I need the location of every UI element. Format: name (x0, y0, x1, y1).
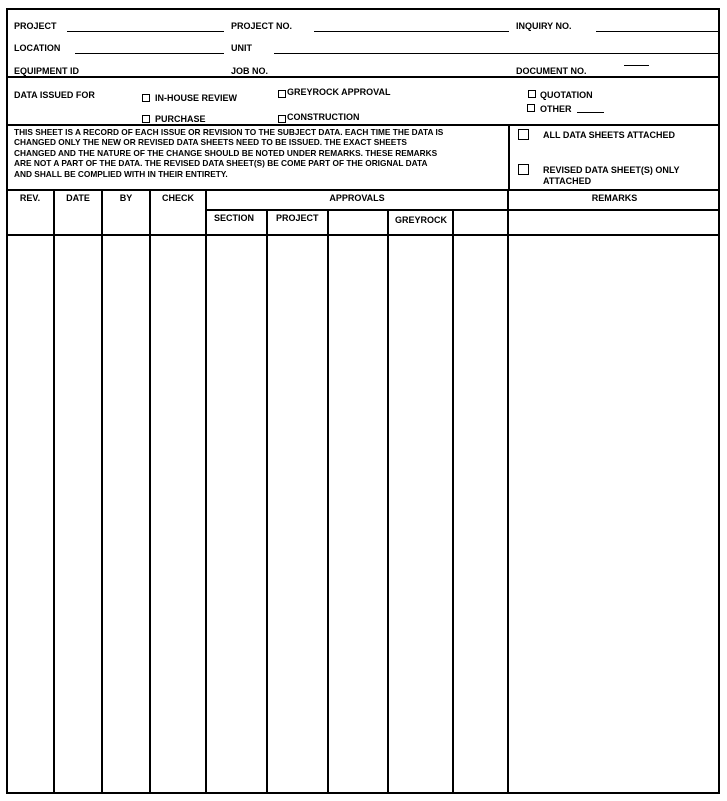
other-label: OTHER (540, 104, 572, 114)
rev-header: REV. (19, 193, 41, 203)
greyrock-approval-checkbox[interactable] (278, 90, 286, 98)
check-header: CHECK (161, 193, 194, 203)
greyrock-approval-label: GREYROCK APPROVAL (287, 87, 391, 97)
unit-field[interactable] (274, 53, 718, 54)
quotation-label: QUOTATION (540, 90, 593, 100)
job-no-label: JOB NO. (231, 66, 269, 76)
notice-line: THIS SHEET IS A RECORD OF EACH ISSUE OR REVISION TO THE SUBJECT DATA. EACH TIME THE DATA IS (14, 127, 444, 137)
divider (508, 125, 510, 191)
section-header: SECTION (214, 213, 255, 223)
location-label: LOCATION (14, 43, 61, 53)
project-header: PROJECT (276, 213, 319, 223)
purchase-checkbox[interactable] (142, 115, 150, 123)
data-issued-label: DATA ISSUED FOR (14, 90, 95, 100)
by-header: BY (119, 193, 133, 203)
project-label: PROJECT (14, 21, 57, 31)
revision-table-body[interactable] (8, 236, 718, 792)
greyrock-header: GREYROCK (395, 215, 448, 225)
project-no-label: PROJECT NO. (231, 21, 293, 31)
in-house-review-label: IN-HOUSE REVIEW (155, 93, 238, 103)
revised-only-label: ATTACHED (543, 176, 592, 186)
unit-label: UNIT (231, 43, 252, 53)
date-header: DATE (66, 193, 90, 203)
notice-line: CHANGED ONLY THE NEW OR REVISED DATA SHEETS NEED TO BE ISSUED. THE EXACT SHEETS (14, 137, 407, 148)
inquiry-no-field[interactable] (596, 31, 718, 32)
document-no-label: DOCUMENT NO. (516, 66, 587, 76)
other-field[interactable] (577, 112, 604, 113)
revised-only-label: REVISED DATA SHEET(S) ONLY (543, 165, 680, 175)
inquiry-no-label: INQUIRY NO. (516, 21, 572, 31)
approvals-header: APPROVALS (329, 193, 385, 203)
remarks-header: REMARKS (591, 193, 638, 203)
equipment-id-label: EQUIPMENT ID (14, 66, 80, 76)
notice-line: AND SHALL BE COMPLIED WITH IN THEIR ENTIRETY. (14, 168, 228, 179)
purchase-label: PURCHASE (155, 114, 206, 124)
notice-text (14, 127, 443, 179)
project-no-field[interactable] (314, 31, 509, 32)
project-field[interactable] (67, 31, 224, 32)
document-no-field[interactable] (624, 65, 649, 66)
quotation-checkbox[interactable] (528, 90, 536, 98)
revised-only-checkbox[interactable] (518, 164, 529, 175)
location-field[interactable] (75, 53, 224, 54)
divider (6, 76, 720, 78)
divider (6, 124, 720, 126)
construction-label: CONSTRUCTION (287, 112, 360, 122)
row-divider (205, 209, 720, 211)
all-data-sheets-checkbox[interactable] (518, 129, 529, 140)
all-data-sheets-label: ALL DATA SHEETS ATTACHED (543, 130, 675, 140)
notice-line: CHANGED AND THE NATURE OF THE CHANGE SHOULD BE NOTED UNDER REMARKS. THESE REMARKS (14, 147, 438, 158)
other-checkbox[interactable] (527, 104, 535, 112)
notice-line: ARE NOT A PART OF THE DATA. THE REVISED DATA SHEET(S) BE COME PART OF THE ORIGNAL DATA (14, 158, 428, 169)
divider (6, 189, 720, 191)
in-house-review-checkbox[interactable] (142, 94, 150, 102)
construction-checkbox[interactable] (278, 115, 286, 123)
